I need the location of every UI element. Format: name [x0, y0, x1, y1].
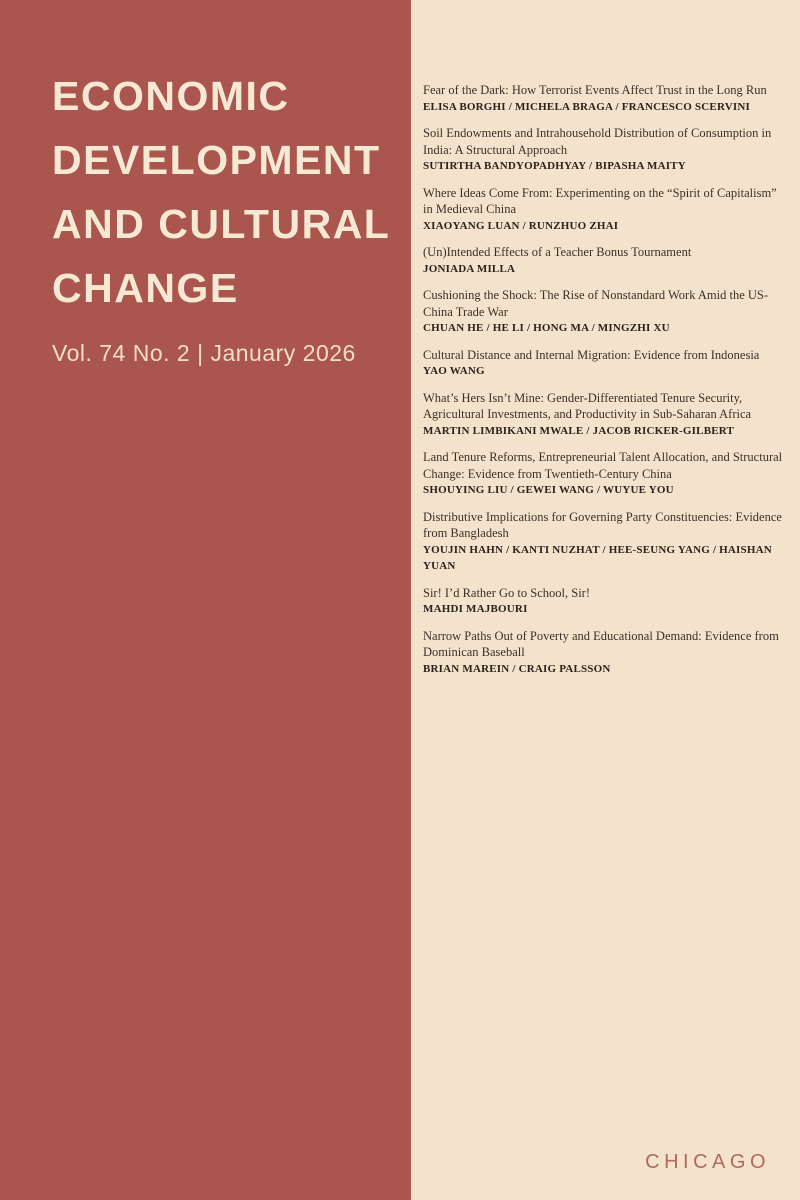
toc-article: [423, 449, 786, 499]
toc-article: [423, 347, 786, 380]
article-authors: YOUJIN HAHN / KANTI NUZHAT / HEE-SEUNG YANG / HAISHAN YUAN: [423, 543, 772, 572]
toc-article: [423, 185, 786, 235]
toc-article: [423, 509, 786, 575]
toc-article: [423, 125, 786, 175]
article-title: Fear of the Dark: How Terrorist Events Affect Trust in the Long Run: [423, 83, 767, 97]
article-title: Cushioning the Shock: The Rise of Nonstandard Work Amid the US-China Trade War: [423, 288, 769, 319]
article-title: Land Tenure Reforms, Entrepreneurial Talent Allocation, and Structural Change: Evidence from Twentieth-Century China: [423, 450, 783, 481]
cover-right-panel: [411, 0, 800, 1200]
journal-title-line: ECONOMIC: [52, 73, 290, 119]
article-title: Sir! I’d Rather Go to School, Sir!: [423, 585, 590, 600]
article-authors: ELISA BORGHI / MICHELA BRAGA / FRANCESCO SCERVINI: [423, 100, 750, 113]
article-title: (Un)Intended Effects of a Teacher Bonus Tournament: [423, 245, 692, 259]
journal-title: [52, 64, 391, 320]
issue-info: Vol. 74 No. 2 | January 2026: [52, 340, 356, 366]
publisher-logo: CHICAGO: [645, 1151, 770, 1173]
article-title: Where Ideas Come From: Experimenting on the “Spirit of Capitalism” in Medieval China: [423, 185, 777, 216]
article-authors: BRIAN MAREIN / CRAIG PALSSON: [423, 662, 611, 675]
article-title: What’s Hers Isn’t Mine: Gender-Differentiated Tenure Security, Agricultural Investments, and Productivity in Sub-Saharan Africa: [423, 390, 752, 421]
article-title: Soil Endowments and Intrahousehold Distribution of Consumption in India: A Structural Approach: [423, 126, 772, 157]
table-of-contents: [423, 82, 786, 677]
toc-article: [423, 244, 786, 277]
toc-article: [423, 390, 786, 440]
article-authors: CHUAN HE / HE LI / HONG MA / MINGZHI XU: [423, 322, 670, 334]
article-authors: MARTIN LIMBIKANI MWALE / JACOB RICKER-GILBERT: [423, 424, 735, 437]
toc-article: [423, 82, 786, 115]
article-authors: YAO WANG: [423, 365, 485, 377]
toc-article: [423, 628, 786, 678]
journal-title-line: AND CULTURAL: [52, 201, 391, 247]
article-authors: SHOUYING LIU / GEWEI WANG / WUYUE YOU: [423, 484, 674, 496]
article-authors: MAHDI MAJBOURI: [423, 603, 528, 615]
article-title: Distributive Implications for Governing Party Constituencies: Evidence from Bangladesh: [423, 509, 782, 540]
toc-article: [423, 287, 786, 337]
journal-title-line: DEVELOPMENT: [52, 137, 381, 183]
article-authors: JONIADA MILLA: [423, 262, 516, 275]
journal-title-line: CHANGE: [52, 265, 239, 311]
article-authors: SUTIRTHA BANDYOPADHYAY / BIPASHA MAITY: [423, 160, 686, 172]
article-title: Cultural Distance and Internal Migration: Evidence from Indonesia: [423, 347, 760, 362]
toc-article: [423, 585, 786, 618]
article-authors: XIAOYANG LUAN / RUNZHUO ZHAI: [423, 219, 619, 232]
article-title: Narrow Paths Out of Poverty and Educational Demand: Evidence from Dominican Baseball: [423, 628, 779, 659]
